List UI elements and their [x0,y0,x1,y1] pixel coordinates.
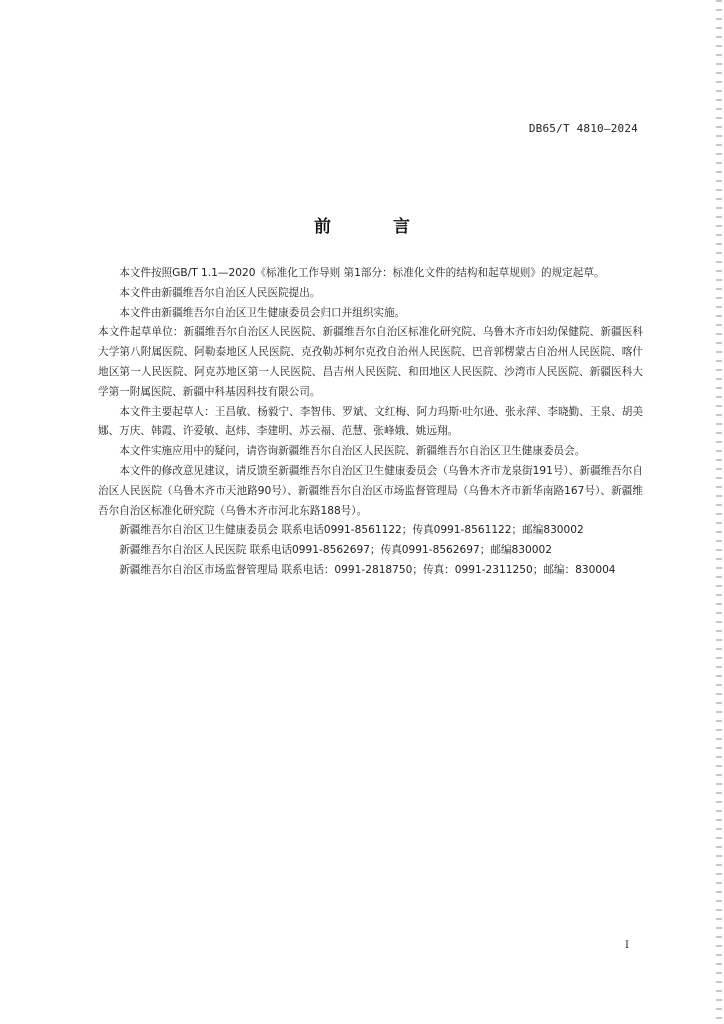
scan-edge-marks [716,0,722,1024]
paragraph-drafters: 本文件主要起草人：王昌敏、杨毅宁、李智伟、罗斌、文红梅、阿力玛斯·吐尔逊、张永萍、李晓勤、王泉、胡美娜、万庆、韩霞、许爱敏、赵炜、李建明、苏云福、范慧、张峰娥、姚远翔。 [98,405,643,438]
paragraph-inquiries: 本文件实施应用中的疑问，请咨询新疆维吾尔自治区人民医院、新疆维吾尔自治区卫生健康委员会。 [119,445,586,458]
foreword-body [98,264,643,581]
contact-line: 新疆维吾尔自治区市场监督管理局 联系电话：0991-2818750；传真：0991-2311250；邮编：830004 [119,563,616,576]
section-title: 前 言 [314,217,438,237]
contact-line: 新疆维吾尔自治区人民医院 联系电话0991-8562697；传真0991-8562697；邮编830002 [119,544,552,557]
paragraph-proposer: 本文件由新疆维吾尔自治区人民医院提出。 [119,286,321,299]
paragraph-feedback: 本文件的修改意见建议，请反馈至新疆维吾尔自治区卫生健康委员会（乌鲁木齐市龙泉街191号）、新疆维吾尔自治区人民医院（乌鲁木齐市天池路90号）、新疆维吾尔自治区市场监督管理局（乌鲁木齐市新华南路167号）、新疆维吾尔自治区标准化研究院（乌鲁木齐市河北东路188号）。 [98,464,643,517]
paragraph-responsible-unit: 本文件由新疆维吾尔自治区卫生健康委员会归口并组织实施。 [119,306,406,319]
standard-code: DB65/T 4810—2024 [528,122,638,135]
page-number: I [625,940,629,951]
paragraph-drafting-units: 本文件起草单位：新疆维吾尔自治区人民医院、新疆维吾尔自治区标准化研究院、乌鲁木齐市妇幼保健院、新疆医科大学第八附属医院、阿勒泰地区人民医院、克孜勒苏柯尔克孜自治州人民医院、巴音郭楞蒙古自治州人民医院、喀什地区第一人民医院、阿克苏地区第一人民医院、昌吉州人民医院、和田地区人民医院、沙湾市人民医院、新疆医科大学第一附属医院、新疆中科基因科技有限公司。 [98,326,643,398]
paragraph-drafting-rule: 本文件按照GB/T 1.1—2020《标准化工作导则 第1部分：标准化文件的结构和起草规则》的规定起草。 [119,267,605,279]
contact-line: 新疆维吾尔自治区卫生健康委员会 联系电话0991-8561122；传真0991-8561122；邮编830002 [119,524,584,537]
